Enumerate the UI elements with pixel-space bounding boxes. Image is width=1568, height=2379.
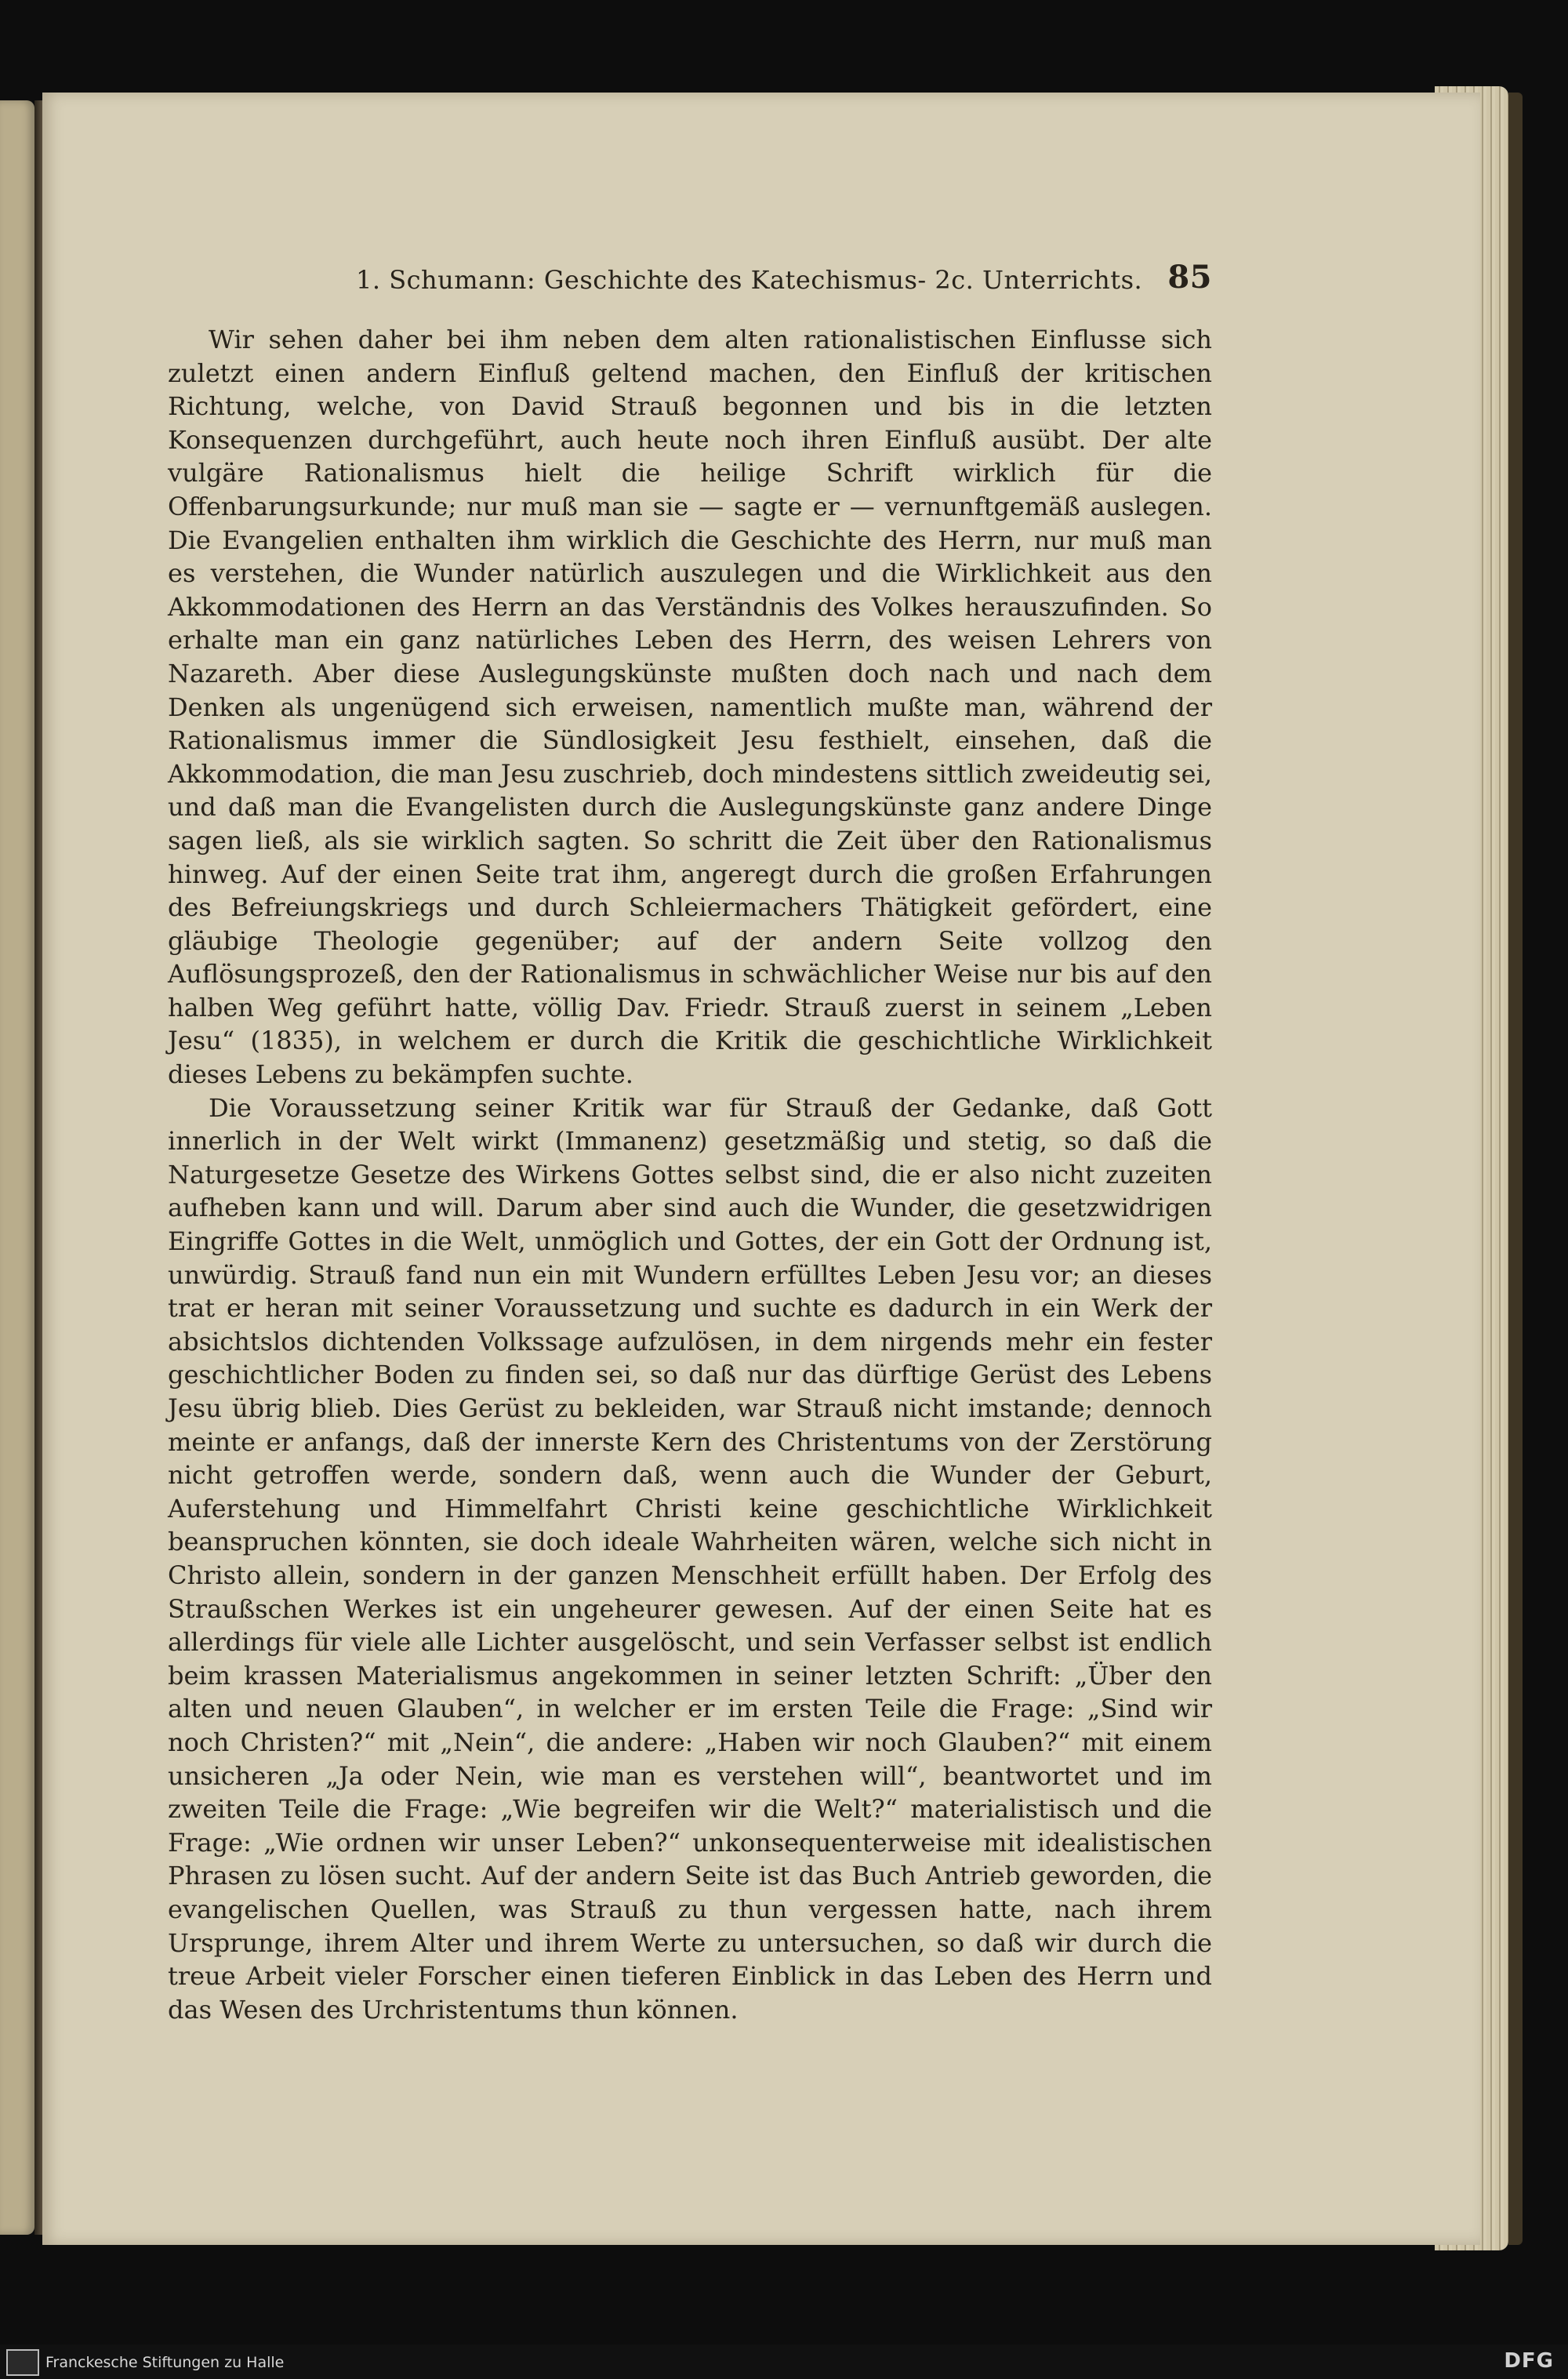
left-page-edge bbox=[0, 100, 34, 2235]
running-head bbox=[168, 259, 1212, 306]
paragraph-1: Wir sehen daher bei ihm neben dem alten rationalistischen Einflusse sich zuletzt einen andern Einfluß geltend machen, den Einfluß der kritischen Richtung, welche, von David Strauß begonnen und bis in die letzten Konsequenzen durchgeführt, auch heute noch ihren Einfluß ausübt. Der alte vulgäre Rationalismus hielt die heilige Schrift wirklich für die Offenbarungsurkunde; nur muß man sie — sagte er — vernunftgemäß auslegen. Die Evangelien enthalten ihm wirklich die Geschichte des Herrn, nur muß man es verstehen, die Wunder natürlich auszulegen und die Wirklichkeit aus den Akkommodationen des Herrn an das Verständnis des Volkes herauszufinden. So erhalte man ein ganz natürliches Leben des Herrn, des weisen Lehrers von Nazareth. Aber diese Auslegungskünste mußten doch nach und nach dem Denken als ungenügend sich erweisen, namentlich mußte man, während der Rationalismus immer die Sündlosigkeit Jesu festhielt, einsehen, daß die Akkommodation, die man Jesu zuschrieb, doch mindestens sittlich zweideutig sei, und daß man die Evangelisten durch die Auslegungskünste ganz andere Dinge sagen ließ, als sie wirklich sagten. So schritt die Zeit über den Rationalismus hinweg. Auf der einen Seite trat ihm, angeregt durch die großen Erfahrungen des Befreiungskriegs und durch Schleiermachers Thätigkeit gefördert, eine gläubige Theologie gegenüber; auf der andern Seite vollzog den Auflösungsprozeß, den der Rationalismus in schwächlicher Weise nur bis auf den halben Weg geführt hatte, völlig Dav. Friedr. Strauß zuerst in seinem „Leben Jesu“ (1835), in welchem er durch die Kritik die geschichtliche Wirklichkeit dieses Lebens zu bekämpfen suchte. bbox=[168, 325, 1212, 1090]
book-cover-edge bbox=[1508, 93, 1523, 2245]
institution-credit: Franckesche Stiftungen zu Halle bbox=[45, 2354, 285, 2371]
viewer-footer bbox=[0, 2344, 1568, 2379]
page-number: 85 bbox=[1167, 259, 1212, 296]
paragraph-2: Die Voraussetzung seiner Kritik war für Strauß der Gedanke, daß Gott innerlich in der Welt wirkt (Immanenz) gesetzmäßig und stetig, so daß die Naturgesetze Gesetze des Wirkens Gottes selbst sind, die er also nicht zuzeiten aufheben kann und will. Darum aber sind auch die Wunder, die gesetzwidrigen Eingriffe Gottes in die Welt, unmöglich und Gottes, der ein Gott der Ordnung ist, unwürdig. Strauß fand nun ein mit Wundern erfülltes Leben Jesu vor; an dieses trat er heran mit seiner Voraussetzung und suchte es dadurch in ein Werk der absichtslos dichtenden Volkssage aufzulösen, in dem nirgends mehr ein fester geschichtlicher Boden zu finden sei, so daß nur das dürftige Gerüst des Lebens Jesu übrig blieb. Dies Gerüst zu bekleiden, war Strauß nicht imstande; dennoch meinte er anfangs, daß der innerste Kern des Christentums von der Zerstörung nicht getroffen werde, sondern daß, wenn auch die Wunder der Geburt, Auferstehung und Himmelfahrt Christi keine geschichtliche Wirklichkeit beanspruchen könnten, sie doch ideale Wahrheiten wären, welche sich nicht in Christo allein, sondern in der ganzen Menschheit erfüllt haben. Der Erfolg des Straußschen Werkes ist ein ungeheurer gewesen. Auf der einen Seite hat es allerdings für viele alle Lichter ausgelöscht, und sein Verfasser selbst ist endlich beim krassen Materialismus angekommen in seiner letzten Schrift: „Über den alten und neuen Glauben“, in welcher er im ersten Teile die Frage: „Sind wir noch Christen?“ mit „Nein“, die andere: „Haben wir noch Glauben?“ mit einem unsicheren „Ja oder Nein, wie man es verstehen will“, beantwortet und im zweiten Teile die Frage: „Wie begreifen wir die Welt?“ materialistisch und die Frage: „Wie ordnen wir unser Leben?“ unkonsequenterweise mit idealistischen Phrasen zu lösen sucht. Auf der andern Seite ist das Buch Antrieb geworden, die evangelischen Quellen, was Strauß zu thun vergessen hatte, nach ihrem Ursprunge, ihrem Alter und ihrem Werte zu untersuchen, so daß wir durch die treue Arbeit vieler Forscher einen tieferen Einblick in das Leben des Herrn und das Wesen des Urchristentums thun können. bbox=[168, 1092, 1212, 2025]
institution-logo-icon bbox=[6, 2349, 39, 2376]
running-title: 1. Schumann: Geschichte des Katechismus- 2c. Unterrichts. bbox=[356, 265, 1143, 295]
dfg-logo: DFG bbox=[1504, 2349, 1554, 2373]
page-text-block bbox=[168, 259, 1212, 2026]
book-gutter bbox=[34, 100, 42, 2235]
